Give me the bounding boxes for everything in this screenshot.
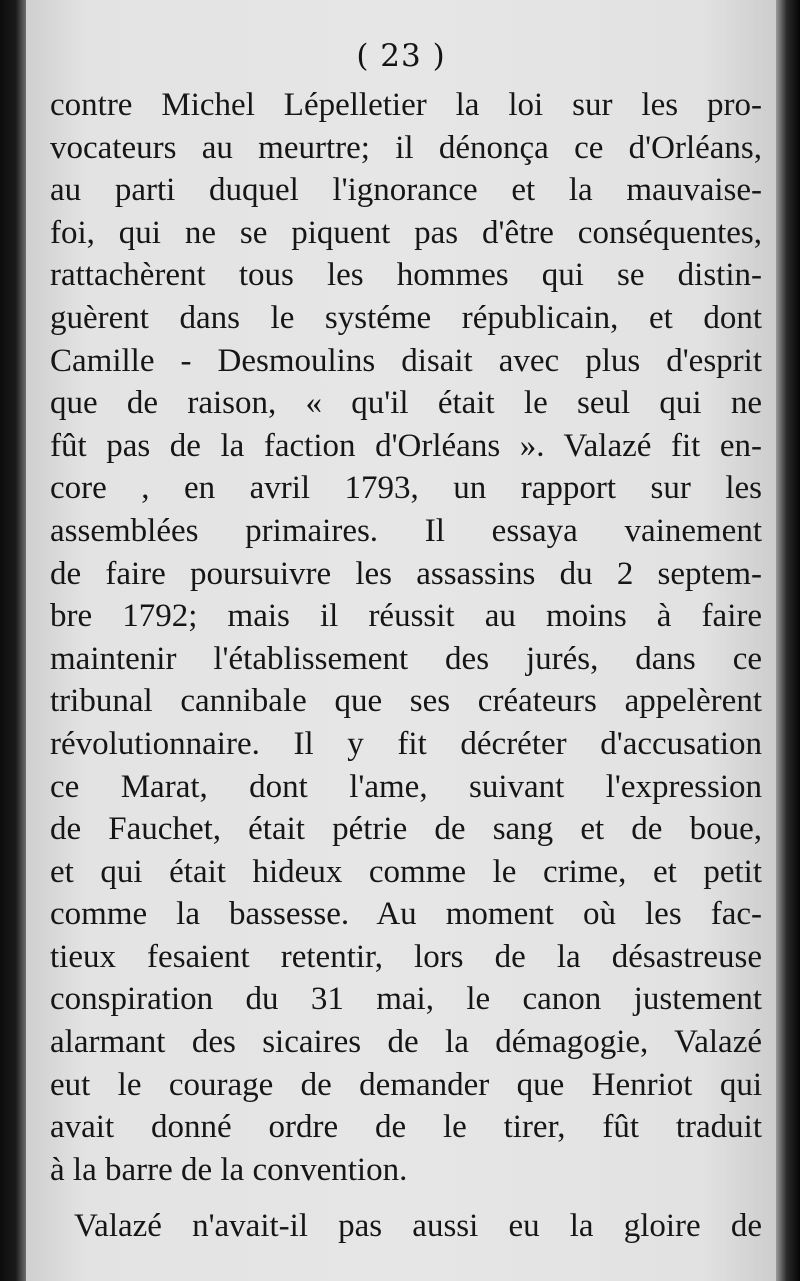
text-line: core , en avril 1793, un rapport sur les (50, 470, 762, 507)
scan-right-edge (776, 0, 800, 1281)
text-line: de Fauchet, était pétrie de sang et de boue, (50, 811, 762, 848)
text-line: Camille - Desmoulins disait avec plus d'esprit (50, 342, 762, 379)
book-page (26, 0, 776, 1281)
text-line: fût pas de la faction d'Orléans ». Valazé fit en- (50, 427, 762, 464)
body-text (50, 84, 762, 1248)
text-line: conspiration du 31 mai, le canon justement (50, 981, 762, 1018)
text-line: que de raison, « qu'il était le seul qui ne (50, 385, 762, 422)
text-line: eut le courage de demander que Henriot qui (50, 1066, 762, 1103)
text-line: Valazé n'avait-il pas aussi eu la gloire de (74, 1208, 762, 1245)
text-line: de faire poursuivre les assassins du 2 septem- (50, 555, 762, 592)
text-line: bre 1792; mais il réussit au moins à faire (50, 598, 762, 635)
paragraph (50, 1205, 762, 1248)
text-line: alarmant des sicaires de la démagogie, Valazé (50, 1024, 762, 1061)
text-line: maintenir l'établissement des jurés, dans ce (50, 640, 762, 677)
text-line: tieux fesaient retentir, lors de la désastreuse (50, 938, 762, 975)
text-line: avait donné ordre de le tirer, fût traduit (50, 1109, 762, 1146)
text-line: foi, qui ne se piquent pas d'être conséquentes, (50, 214, 762, 251)
text-line: rattachèrent tous les hommes qui se distin- (50, 257, 762, 294)
scan-left-edge (0, 0, 26, 1281)
text-line: assemblées primaires. Il essaya vainement (50, 512, 762, 549)
text-line: comme la bassesse. Au moment où les fac- (50, 896, 762, 933)
page-number: ( 23 ) (356, 38, 446, 74)
text-line: à la barre de la convention. (50, 1151, 408, 1188)
text-line: tribunal cannibale que ses créateurs appelèrent (50, 683, 762, 720)
paragraph-gap (50, 1191, 762, 1205)
paragraph (50, 84, 762, 1191)
text-line: ce Marat, dont l'ame, suivant l'expression (50, 768, 762, 805)
text-line: et qui était hideux comme le crime, et petit (50, 853, 762, 890)
text-line: vocateurs au meurtre; il dénonça ce d'Orléans, (50, 129, 762, 166)
text-line: guèrent dans le systéme républicain, et dont (50, 299, 762, 336)
text-line: contre Michel Lépelletier la loi sur les pro- (50, 87, 762, 123)
text-line: au parti duquel l'ignorance et la mauvaise- (50, 172, 762, 209)
text-line: révolutionnaire. Il y fit décréter d'accusation (50, 725, 762, 762)
